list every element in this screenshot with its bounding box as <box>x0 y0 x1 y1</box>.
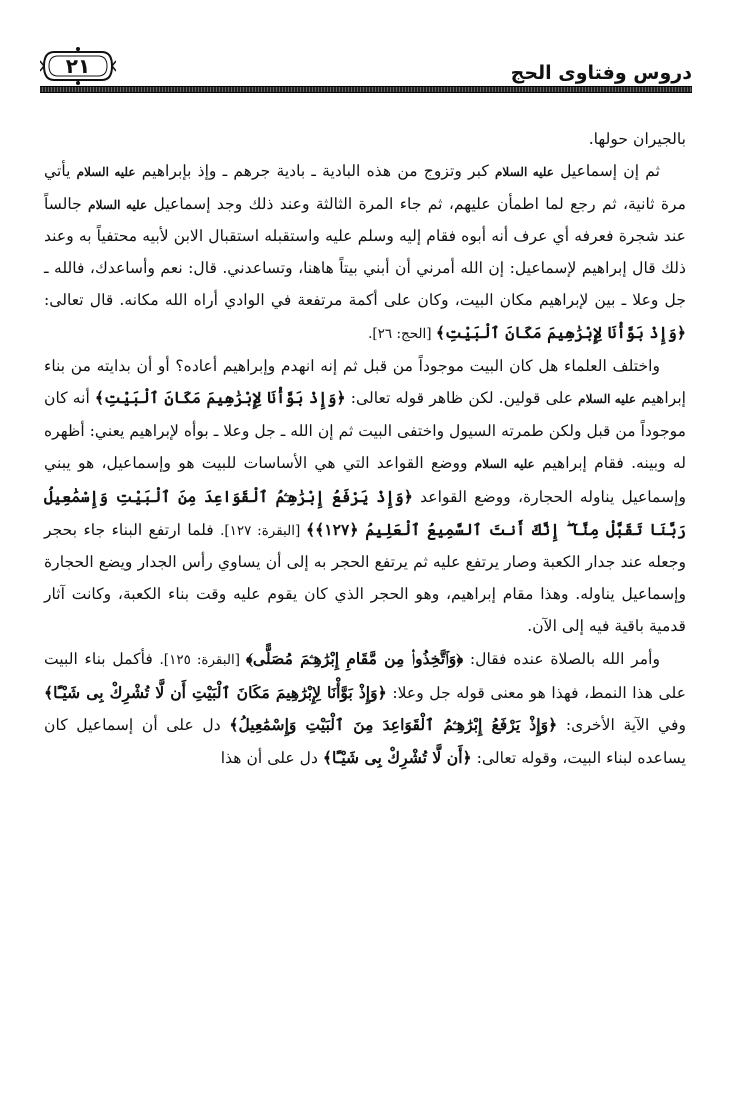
text-run: وفي الآية الأخرى: <box>557 716 686 735</box>
paragraph-4 <box>44 643 686 775</box>
text-run: كبر وتزوج من هذه البادية ـ بادية جرهم ـ وإذ بإبراهيم <box>135 161 495 180</box>
quran-verse: ﴿وَإِذْ يَرْفَعُ إِبْرَٰهِـۧمُ ٱلْقَوَاعِدَ مِنَ ٱلْبَيْتِ وَإِسْمَٰعِيلُ رَبَّنَا تَقَبَّلْ مِنَّآ ۖ إِنَّكَ أَنتَ ٱلسَّمِيعُ ٱلْعَلِيمُ ﴿١٢٧﴾﴾ <box>44 486 687 539</box>
paragraph-3 <box>44 351 686 643</box>
text-run: أنه كان موجوداً من قبل ولكن طمرته السيول واختفى البيت ثم إن الله ـ جل وعلا ـ بوأه لإبراهيم يعني: أظهره له وبينه. فقام إبراهيم <box>43 389 687 472</box>
quran-verse: ﴿وَإِذْ بَوَّأْنَا لِإِبْرَٰهِيمَ مَكَانَ ٱلْبَيْتِ﴾ <box>94 388 346 408</box>
text-run: دل على أن إسماعيل كان يساعده لبناء البيت، وقوله تعالى: <box>44 716 686 768</box>
page-number: ٢١ <box>65 54 91 78</box>
quran-verse: ﴿وَإِذْ بَوَّأْنَا لِإِبْرَٰهِيمَ مَكَانَ ٱلْبَيْتِ أَن لَّا تُشْرِكْ بِى شَيْـًٔا﴾ <box>44 682 387 702</box>
honorific-glyph: عليه السلام <box>495 164 554 179</box>
text-run: جالساً عند شجرة فعرفه أي عرف أنه أبوه فقام إليه وسلم عليه واستقبله استقبال الابن لأبيه محتفياً به وعند ذلك قال إبراهيم لإسماعيل: إن الله أمرني أن أبني بيتاً هاهنا، وتساعدني. قال: نعم وأساعدك، فالله ـ جل وعلا ـ بين لإبراهيم مكان البيت، وكان على أكمة مرتفعة في الوادي أراه الله مكانه. قال تعالى: <box>44 194 686 309</box>
verse-reference: [الحج: ٢٦]. <box>368 325 436 342</box>
text-run: دل على أن هذا <box>220 749 323 768</box>
quran-verse: ﴿وَإِذْ بَوَّأْنَا لِإِبْرَٰهِيمَ مَكَانَ ٱلْبَيْتِ﴾ <box>435 322 686 342</box>
honorific-glyph: عليه السلام <box>76 164 136 179</box>
honorific-glyph: عليه السلام <box>578 392 636 407</box>
body-text <box>44 124 686 775</box>
text-run: فأكمل بناء البيت على هذا النمط، فهذا هو معنى قوله جل وعلا: <box>44 649 686 702</box>
text-run: ثم إن إسماعيل <box>553 161 661 180</box>
header-rule <box>40 86 692 93</box>
text-run: بالجيران حولها. <box>588 130 686 148</box>
text-run: فلما ارتفع البناء جاء بحجر وجعله عند جدار الكعبة وصار يرتفع عليه ثم يرتفع الحجر به إلى أن يساوي رأس الجدار ويضع الحجارة وإسماعيل يناوله. وهذا مقام إبراهيم، وهو الحجر الذي كان يقوم عليه وقت بناء الكعبة، وكانت آثار قدمية باقية فيه إلى الآن. <box>44 520 686 635</box>
text-run: على قولين. لكن ظاهر قوله تعالى: <box>345 389 579 408</box>
honorific-glyph: عليه السلام <box>474 456 535 471</box>
book-title: دروس وفتاوى الحج <box>510 62 692 84</box>
text-run: واختلف العلماء هل كان البيت موجوداً من قبل ثم إنه انهدم وإبراهيم أعاده؟ أو أن بدايته من بناء إبراهيم <box>44 356 687 408</box>
text-run: ووضع القواعد التي هي الأساسات للبيت هو وإسماعيل، هو يبني وإسماعيل يناوله الحجارة، ووضع القواعد <box>44 453 686 506</box>
paragraph-2 <box>44 156 686 351</box>
page-header <box>40 40 692 90</box>
quran-verse: ﴿وَٱتَّخِذُوا۟ مِن مَّقَامِ إِبْرَٰهِـۧمَ مُصَلًّى﴾ <box>246 648 464 668</box>
honorific-glyph: عليه السلام <box>88 197 148 212</box>
text-run: يأتي مرة ثانية، ثم رجع لما اطمأن عليهم، ثم جاء المرة الثالثة وعند ذلك وجد إسماعيل <box>44 161 686 213</box>
text-run: وأمر الله بالصلاة عنده فقال: <box>463 649 661 668</box>
quran-verse: ﴿أَن لَّا تُشْرِكْ بِى شَيْـًٔا﴾ <box>322 748 472 768</box>
quran-verse: ﴿وَإِذْ يَرْفَعُ إِبْرَٰهِـۧمُ ٱلْقَوَاعِدَ مِنَ ٱلْبَيْتِ وَإِسْمَٰعِيلُ﴾ <box>229 715 558 735</box>
verse-reference: [البقرة: ١٢٥]. <box>159 651 246 668</box>
verse-reference: [البقرة: ١٢٧]. <box>220 522 306 539</box>
paragraph-1 <box>44 124 686 156</box>
